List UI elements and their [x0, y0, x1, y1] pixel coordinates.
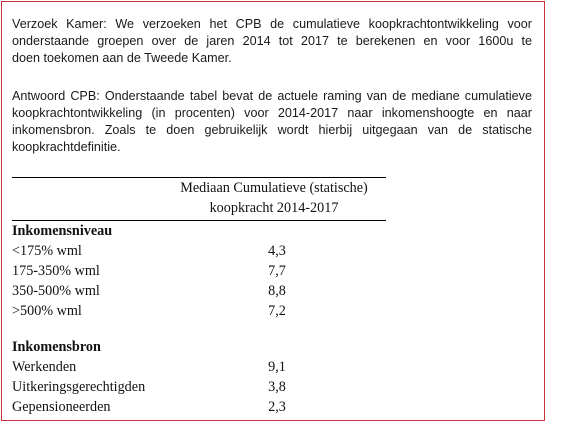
answer-paragraph	[12, 88, 532, 156]
row-value: 8,8	[268, 283, 286, 299]
table-row	[12, 377, 386, 397]
table-row	[12, 397, 386, 417]
row-label: 350-500% wml	[12, 283, 100, 299]
row-value: 4,3	[268, 243, 286, 259]
section-title-inkomensbron: Inkomensbron	[12, 339, 101, 355]
request-line: onderstaande groepen over de jaren 2014 tot 2017 te berekenen en voor 1600u te	[12, 34, 532, 48]
column-header-line2: koopkracht 2014-2017	[209, 200, 339, 216]
answer-line: inkomensbron. Zoals te doen gebruikelijk wordt hierbij uitgegaan van de statische	[12, 123, 532, 137]
row-label: >500% wml	[12, 303, 82, 319]
request-paragraph	[12, 16, 532, 67]
column-header-line1: Mediaan Cumulatieve (statische)	[180, 180, 368, 196]
table-row	[12, 281, 386, 301]
row-label: 175-350% wml	[12, 263, 100, 279]
answer-line: koopkrachtdefinitie.	[12, 140, 121, 154]
section-title-inkomensniveau: Inkomensniveau	[12, 223, 113, 239]
table-row	[12, 301, 386, 321]
row-value: 7,7	[268, 263, 286, 279]
table-row	[12, 261, 386, 281]
row-value: 3,8	[268, 379, 286, 395]
table-row	[12, 241, 386, 261]
answer-line: koopkrachtontwikkeling (in procenten) voor 2014-2017 naar inkomenshoogte en naar	[12, 106, 532, 120]
row-label: Werkenden	[12, 359, 77, 375]
row-value: 9,1	[268, 359, 286, 375]
request-line: Verzoek Kamer: We verzoeken het CPB de cumulatieve koopkrachtontwikkeling voor	[12, 17, 532, 31]
row-value: 7,2	[268, 303, 286, 319]
table-row	[12, 357, 386, 377]
row-label: Gepensioneerden	[12, 399, 111, 415]
request-line: doen toekomen aan de Tweede Kamer.	[12, 51, 232, 65]
row-label: <175% wml	[12, 243, 82, 259]
row-label: Uitkeringsgerechtigden	[12, 379, 146, 395]
row-value: 2,3	[268, 399, 286, 415]
document-frame	[1, 1, 545, 421]
answer-line: Antwoord CPB: Onderstaande tabel bevat de actuele raming van de mediane cumulatieve	[12, 89, 532, 103]
